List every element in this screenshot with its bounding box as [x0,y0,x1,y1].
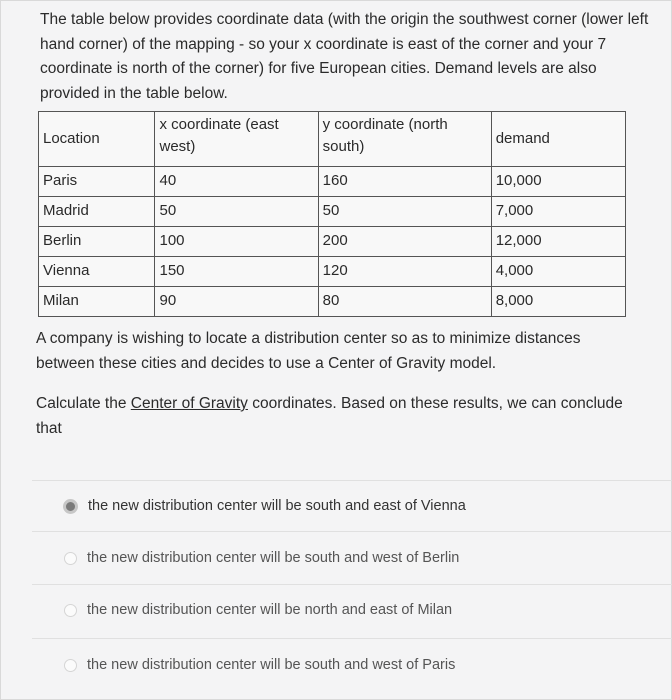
cell-x: 100 [155,227,318,257]
cell-demand: 12,000 [491,227,625,257]
cell-y: 80 [318,287,491,317]
question-suffix: coordinates. Based on these results, we can conclude that [36,395,623,437]
answer-option-4[interactable] [64,653,455,677]
header-demand: demand [491,112,625,167]
cell-x: 90 [155,287,318,317]
divider [32,638,672,639]
radio-button-selected[interactable] [63,499,78,514]
cell-demand: 8,000 [491,287,625,317]
intro-text: The table below provides coordinate data (with the origin the southwest corner (lower left hand corner) of the mapping - so your x coordinate is east of the corner and your 7 coordinate is north of the corner) for five European cities. Demand levels are also provided in the table below. [40,11,649,102]
cell-demand: 4,000 [491,257,625,287]
cell-x: 50 [155,197,318,227]
cell-x: 40 [155,167,318,197]
divider [32,480,672,481]
answer-option-3[interactable] [64,598,452,622]
cell-location: Vienna [39,257,155,287]
cell-x: 150 [155,257,318,287]
divider [32,584,672,585]
table-row [39,257,626,287]
question-text [36,391,636,441]
header-y-coordinate: y coordinate (north south) [318,112,491,167]
radio-button[interactable] [64,604,77,617]
table-header-row [39,112,626,167]
header-x-coordinate: x coordinate (east west) [155,112,318,167]
city-data-table [38,111,626,317]
cell-demand: 10,000 [491,167,625,197]
table-row [39,197,626,227]
table-row [39,287,626,317]
answer-option-label: the new distribution center will be north and east of Milan [87,602,453,618]
cell-demand: 7,000 [491,197,625,227]
problem-statement: A company is wishing to locate a distribution center so as to minimize distances between these cities and decides to use a Center of Gravity model. [36,330,581,372]
answer-option-label: the new distribution center will be south and east of Vienna [88,498,466,514]
question-prefix: Calculate the [36,395,131,412]
answer-option-1[interactable] [64,494,466,518]
cell-location: Berlin [39,227,155,257]
answer-option-label: the new distribution center will be south and west of Paris [87,657,456,673]
cell-y: 50 [318,197,491,227]
cell-y: 160 [318,167,491,197]
table-row [39,167,626,197]
cell-y: 200 [318,227,491,257]
cell-location: Paris [39,167,155,197]
radio-button[interactable] [64,659,77,672]
cell-location: Milan [39,287,155,317]
radio-button[interactable] [64,552,77,565]
cell-location: Madrid [39,197,155,227]
cell-y: 120 [318,257,491,287]
table-row [39,227,626,257]
center-of-gravity-link[interactable]: Center of Gravity [130,395,248,412]
header-location: Location [39,112,155,167]
answer-option-2[interactable] [64,546,459,570]
divider [32,531,672,532]
answer-option-label: the new distribution center will be south and west of Berlin [87,550,460,566]
